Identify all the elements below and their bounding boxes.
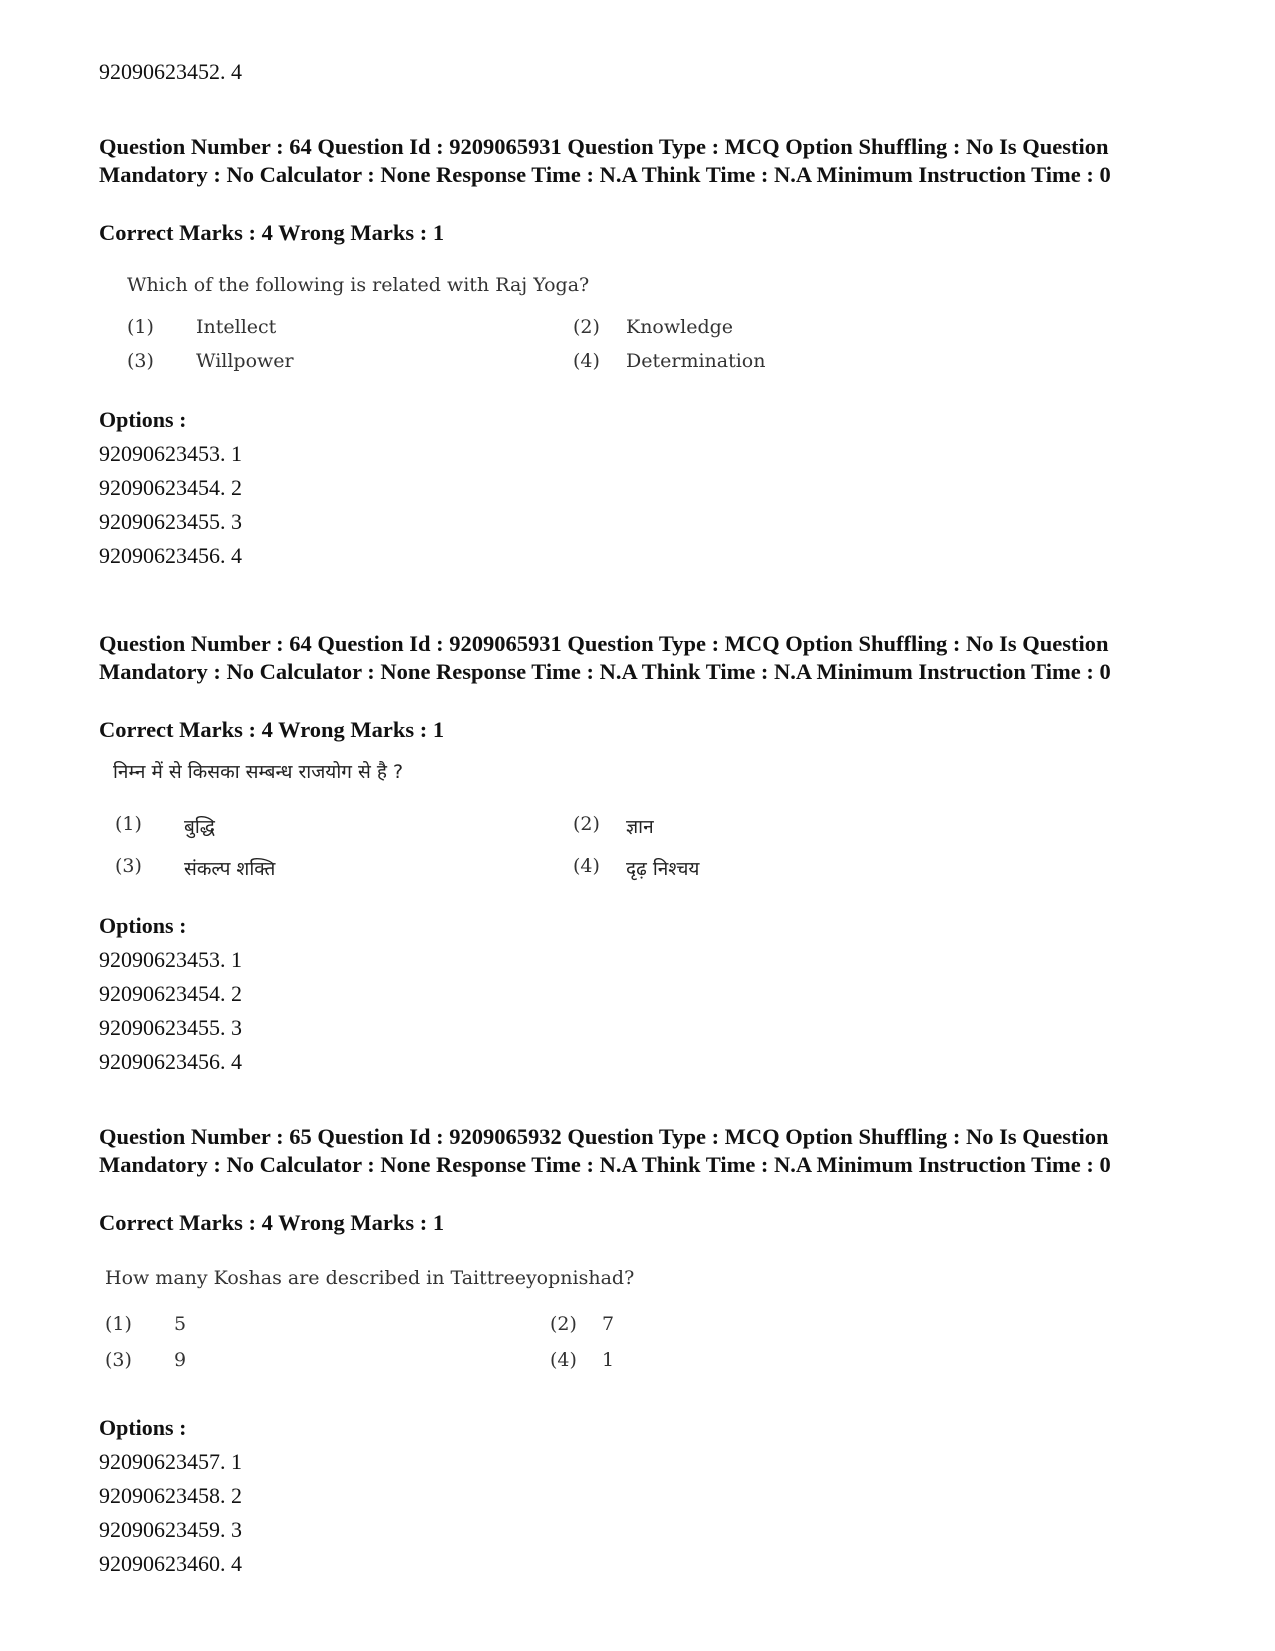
choice-number: (3) [115,855,142,877]
marks-line: Correct Marks : 4 Wrong Marks : 1 [99,717,445,742]
choice-text: संकल्प शक्ति [184,858,276,880]
choice-number: (1) [115,813,142,835]
option-line: 92090623452. 4 [99,59,242,84]
choice-text: 5 [174,1313,187,1335]
option-line: 92090623456. 4 [99,1049,242,1074]
marks-line: Correct Marks : 4 Wrong Marks : 1 [99,220,445,245]
option-line: 92090623458. 2 [99,1483,242,1508]
choice-number: (2) [573,813,600,835]
options-label: Options : [99,1415,187,1440]
choice-number: (4) [573,855,600,877]
option-line: 92090623455. 3 [99,509,242,534]
options-label: Options : [99,407,187,432]
choice-number: (2) [550,1313,577,1335]
choice-text: Intellect [196,316,277,338]
choice-number: (1) [127,316,154,338]
choice-number: (2) [573,316,600,338]
question-text: Which of the following is related with Raj Yoga? [127,274,590,296]
choice-text: 9 [174,1349,187,1371]
option-line: 92090623456. 4 [99,543,242,568]
question-header: Question Number : 64 Question Id : 9209065931 Question Type : MCQ Option Shuffling : No Is Question Mandatory : No Calculator : None Response Time : N.A Think Time : N.A Minimum Instruction Time : 0 [99,134,1111,187]
option-line: 92090623455. 3 [99,1015,242,1040]
question-header: Question Number : 64 Question Id : 9209065931 Question Type : MCQ Option Shuffling : No Is Question Mandatory : No Calculator : None Response Time : N.A Think Time : N.A Minimum Instruction Time : 0 [99,631,1111,684]
options-label: Options : [99,913,187,938]
question-text: निम्न में से किसका सम्बन्ध राजयोग से है ? [113,761,404,783]
choice-text: 7 [602,1313,615,1335]
option-line: 92090623457. 1 [99,1449,242,1474]
choice-number: (3) [127,350,154,372]
option-line: 92090623454. 2 [99,981,242,1006]
choice-number: (1) [105,1313,132,1335]
marks-line: Correct Marks : 4 Wrong Marks : 1 [99,1210,445,1235]
question-header: Question Number : 65 Question Id : 9209065932 Question Type : MCQ Option Shuffling : No Is Question Mandatory : No Calculator : None Response Time : N.A Think Time : N.A Minimum Instruction Time : 0 [99,1124,1111,1177]
choice-text: Willpower [196,350,294,372]
option-line: 92090623459. 3 [99,1517,242,1542]
choice-text: बुद्धि [184,816,215,838]
choice-number: (3) [105,1349,132,1371]
option-line: 92090623453. 1 [99,441,242,466]
option-line: 92090623460. 4 [99,1551,242,1576]
choice-text: ज्ञान [626,816,654,838]
choice-text: Determination [626,350,766,372]
choice-number: (4) [550,1349,577,1371]
choice-text: दृढ़ निश्चय [626,858,700,880]
option-line: 92090623453. 1 [99,947,242,972]
question-text: How many Koshas are described in Taittreeyopnishad? [105,1267,635,1289]
option-line: 92090623454. 2 [99,475,242,500]
choice-text: Knowledge [626,316,734,338]
choice-text: 1 [602,1349,615,1371]
choice-number: (4) [573,350,600,372]
